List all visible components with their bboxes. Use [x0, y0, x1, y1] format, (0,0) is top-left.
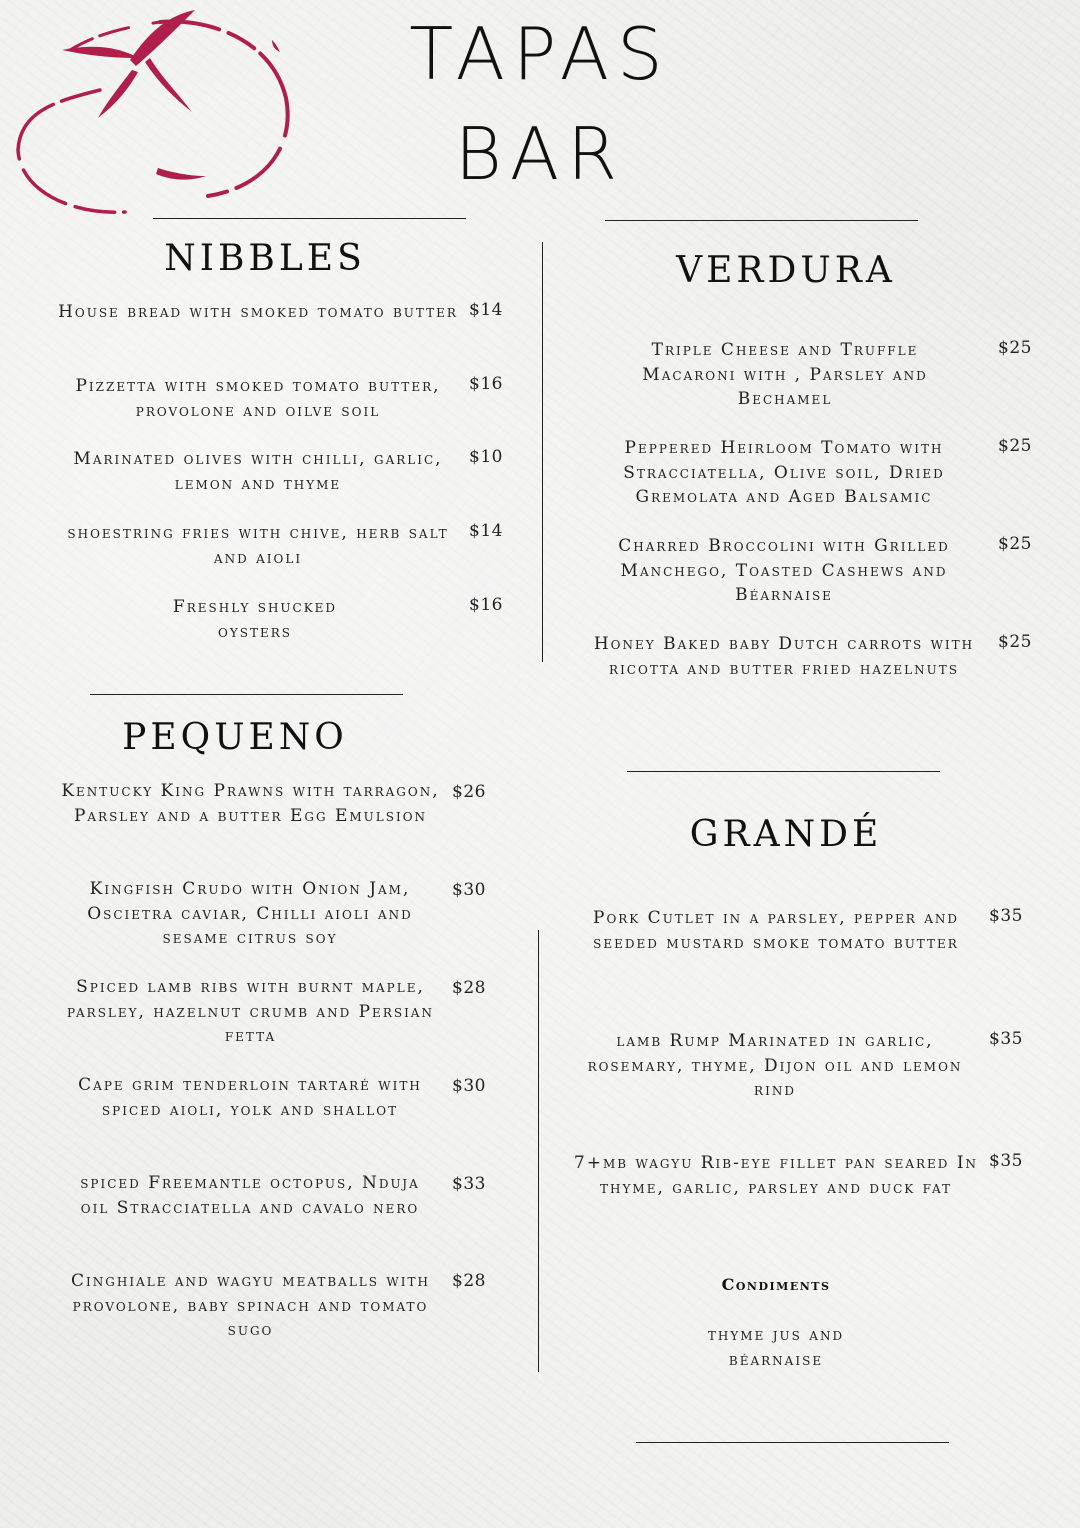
menu-item-name: lamb Rump Marinated in garlic, rosemary, thyme, Dijon oil and lemon rind	[587, 1031, 963, 1100]
column-divider	[538, 930, 539, 1372]
menu-item-name: spiced Freemantle octopus, Nduja oil Stracciatella and cavalo nero	[80, 1173, 420, 1218]
menu-item-price: $25	[998, 338, 1032, 358]
menu-item-price: $28	[452, 978, 486, 998]
menu-item-price: $26	[452, 782, 486, 802]
menu-item-name: House bread with smoked tomato butter	[58, 302, 458, 322]
menu-item-name: Pork Cutlet in a parsley, pepper and seeded mustard smoke tomato butter	[593, 908, 959, 953]
menu-item-price: $25	[998, 632, 1032, 652]
menu-item-price: $30	[452, 1076, 486, 1096]
divider-line	[605, 220, 918, 221]
menu-item-name: Freshly shucked oysters	[172, 597, 338, 642]
menu-item-name: Pizzetta with smoked tomato butter, provolone and oilve soil	[75, 376, 441, 421]
title-line-1: TAPAS	[409, 12, 671, 96]
divider-line	[153, 218, 466, 219]
wine-stain-decoration	[10, 0, 300, 225]
section-heading-nibbles: NIBBLES	[164, 238, 366, 279]
column-divider	[542, 242, 543, 662]
menu-item-name: 7+mb wagyu Rib-eye fillet pan seared In thyme, garlic, parsley and duck fat	[573, 1153, 979, 1198]
menu-item-name: Honey Baked baby Dutch carrots with ricotta and butter fried hazelnuts	[593, 634, 975, 679]
menu-item-name: shoestring fries with chive, herb salt and aioli	[67, 523, 449, 568]
menu-item-price: $14	[469, 521, 503, 541]
menu-item-price: $30	[452, 880, 486, 900]
menu-item-name: Triple Cheese and Truffle Macaroni with , Parsley and Bechamel	[642, 340, 928, 409]
divider-line	[636, 1442, 949, 1443]
menu-item-price: $16	[469, 595, 503, 615]
menu-item-price: $28	[452, 1271, 486, 1291]
divider-line	[627, 771, 940, 772]
menu-item-name: Cinghiale and wagyu meatballs with provolone, baby spinach and tomato sugo	[71, 1271, 430, 1340]
menu-item-price: $25	[998, 534, 1032, 554]
condiments-heading: Condiments	[721, 1275, 831, 1294]
title-line-2: BAR	[454, 112, 626, 196]
menu-item-price: $16	[469, 374, 503, 394]
menu-item-price: $25	[998, 436, 1032, 456]
menu-item-name: Marinated olives with chilli, garlic, lemon and thyme	[73, 449, 443, 494]
menu-item-name: Charred Broccolini with Grilled Manchego, Toasted Cashews and Béarnaise	[618, 536, 950, 605]
condiments-text: thyme jus and béarnaise	[707, 1325, 845, 1370]
section-heading-grande: GRANDÉ	[689, 814, 883, 855]
menu-item-price: $10	[469, 447, 503, 467]
menu-item-name: Cape grim tenderloin tartaré with spiced aioli, yolk and shallot	[78, 1075, 422, 1120]
section-heading-pequeno: PEQUENO	[122, 717, 348, 758]
menu-item-price: $35	[989, 1029, 1023, 1049]
menu-item-name: Kentucky King Prawns with tarragon, Parsley and a butter Egg Emulsion	[61, 781, 440, 826]
section-heading-verdura: VERDURA	[676, 250, 896, 291]
divider-line	[90, 694, 403, 695]
menu-item-name: Peppered Heirloom Tomato with Stracciatella, Olive soil, Dried Gremolata and Aged Balsamic	[623, 438, 945, 507]
menu-item-price: $35	[989, 906, 1023, 926]
menu-item-price: $33	[452, 1174, 486, 1194]
menu-item-price: $35	[989, 1151, 1023, 1171]
menu-item-name: Kingfish Crudo with Onion Jam, Oscietra caviar, Chilli aioli and sesame citrus soy	[87, 879, 413, 948]
menu-item-name: Spiced lamb ribs with burnt maple, parsley, hazelnut crumb and Persian fetta	[67, 977, 434, 1046]
menu-item-price: $14	[469, 300, 503, 320]
